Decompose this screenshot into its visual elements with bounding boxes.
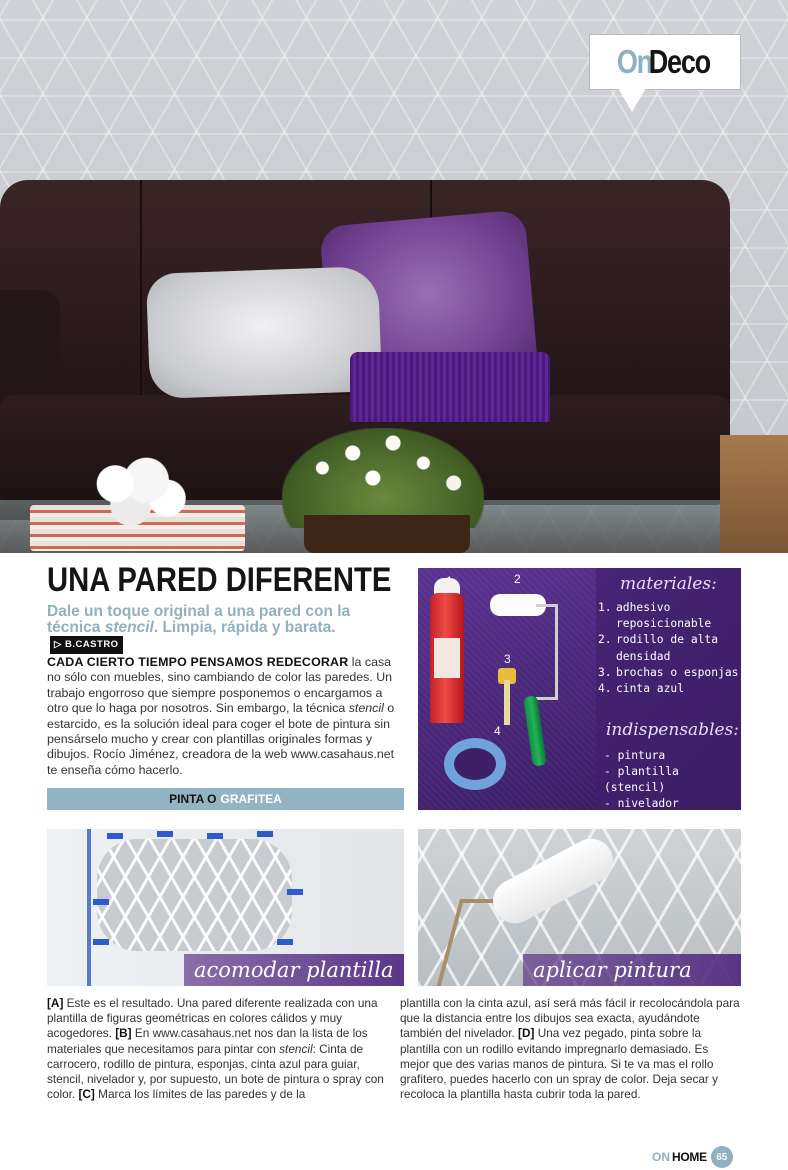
byline-author: B.CASTRO: [64, 639, 119, 650]
flower-plant: [282, 428, 484, 528]
roller-handle: [523, 695, 547, 766]
subtitle-text-1: Dale un toque original a una pared con la técnica: [47, 603, 351, 636]
white-flower-decor: [84, 455, 188, 527]
side-table: [720, 435, 788, 553]
logo-deco: Deco: [648, 43, 711, 80]
tape-piece: [207, 833, 223, 839]
tape-piece: [157, 831, 173, 837]
paint-roller: [485, 831, 620, 931]
step-caption-right: aplicar pintura: [523, 954, 741, 986]
logo-on: On: [617, 43, 653, 80]
article-title: UNA PARED DIFERENTE: [47, 561, 392, 599]
indispensable-item: - pintura: [604, 748, 741, 764]
photo-number-3: 3: [504, 652, 511, 666]
step-caption-left: acomodar plantilla: [184, 954, 404, 986]
silver-pillow: [146, 266, 382, 399]
section-bar: [47, 788, 404, 810]
plant-pot: [304, 515, 470, 553]
article-subtitle: [47, 604, 407, 654]
photo-number-4: 4: [494, 724, 501, 738]
materials-item: 1. adhesivo reposicionable: [598, 601, 712, 631]
indispensable-item: - plantilla (stencil): [604, 764, 741, 796]
indispensable-item: - nivelador: [604, 796, 741, 810]
tape-piece: [277, 939, 293, 945]
materials-list: [598, 600, 740, 697]
stencil-template: [97, 839, 292, 951]
subtitle-text-2: . Limpia, rápida y barata.: [153, 619, 336, 636]
hero-photo-sofa: [0, 0, 788, 553]
blue-tape-roll: [444, 738, 506, 790]
roller-frame: [536, 604, 558, 700]
spray-can-label: [434, 638, 460, 678]
intro-stencil: stencil: [348, 701, 384, 716]
step-tag-d: [D]: [518, 1026, 535, 1041]
step-tag-a: [A]: [47, 996, 64, 1010]
tape-piece: [93, 899, 109, 905]
section-label-b: GRAFITEA: [220, 792, 282, 806]
step-photo-stencil-placement: [47, 829, 404, 986]
ondeco-logo: [589, 34, 741, 90]
fringed-cushion: [350, 352, 550, 422]
page-footer: [652, 1146, 733, 1168]
materials-panel: [418, 568, 741, 810]
sponge-brush-stick: [504, 680, 510, 725]
step-tag-b: [B]: [115, 1026, 132, 1041]
intro-paragraph: [47, 655, 403, 778]
materials-item: 3. brochas o esponjas: [598, 665, 739, 679]
materials-photo: [418, 568, 596, 810]
logo-speech-tail: [618, 88, 646, 112]
footer-on: ON: [652, 1150, 670, 1164]
photo-number-2: 2: [514, 572, 521, 586]
body-column-2: plantilla con la cinta azul, así será más fácil ir recolocándola para que la distancia entre los dibujos sea exacta, ayudándote también del nivelador. [D] Una vez pegado, pinta sobre la plantilla con un rodillo evitando impregnarlo demasiado. Es mejor que des varias manos de pintura. Si te va mas el rollo grafitero, puedes hacerlo con un spray de color. Deja secar y recoloca la plantilla hasta cubrir toda la pared.: [400, 996, 740, 1102]
indispensables-list: [604, 748, 741, 810]
roller-frame: [436, 899, 500, 986]
body-column-1: [A] Este es el resultado. Una pared diferente realizada con una plantilla de figuras geométricas en colores cálidos y muy acogedores. [B] En www.casahaus.net nos dan la lista de los materiales que necesitamos para pintar con stencil: Cinta de carrocero, rodillo de pintura, esponjas, cinta azul para guiar, stencil, nivelador y, por supuesto, un bote de pintura o spray con color. [C] Marca los límites de las paredes y de la: [47, 996, 384, 1102]
intro-lead: CADA CIERTO TIEMPO PENSAMOS REDECORAR: [47, 655, 349, 669]
indispensables-title: indispensables:: [606, 720, 740, 740]
page-number: 65: [711, 1146, 733, 1168]
footer-home: HOME: [672, 1150, 707, 1164]
step-photo-apply-paint: [418, 829, 741, 986]
tape-piece: [257, 831, 273, 837]
tape-piece: [287, 889, 303, 895]
tape-piece: [107, 833, 123, 839]
byline-badge: ▷ B.CASTRO: [50, 636, 123, 654]
section-label-a: PINTA O: [169, 792, 217, 806]
step-tag-c: [C]: [78, 1087, 95, 1102]
subtitle-stencil: stencil: [104, 619, 154, 636]
tape-piece: [93, 939, 109, 945]
intro-text-2: o estarcido, es la solución ideal para coger el bote de pintura sin pensárselo mucho y crear con plantillas originales formas y dibujos. Rocío Jiménez, creadora de la web www.casahaus.net te enseña cómo hacerlo.: [47, 701, 395, 777]
blue-tape-edge: [87, 829, 91, 986]
materials-item: 4. cinta azul: [598, 682, 685, 696]
materials-item: 2. rodillo de alta densidad: [598, 633, 719, 663]
intro-text-1: la casa no sólo con muebles, sino cambiando de color las paredes. Un trabajo engorroso que siempre posponemos o encargamos a otro que lo haga por nosotros. Sin embargo, la técnica: [47, 655, 393, 716]
materials-title: materiales:: [620, 574, 717, 594]
